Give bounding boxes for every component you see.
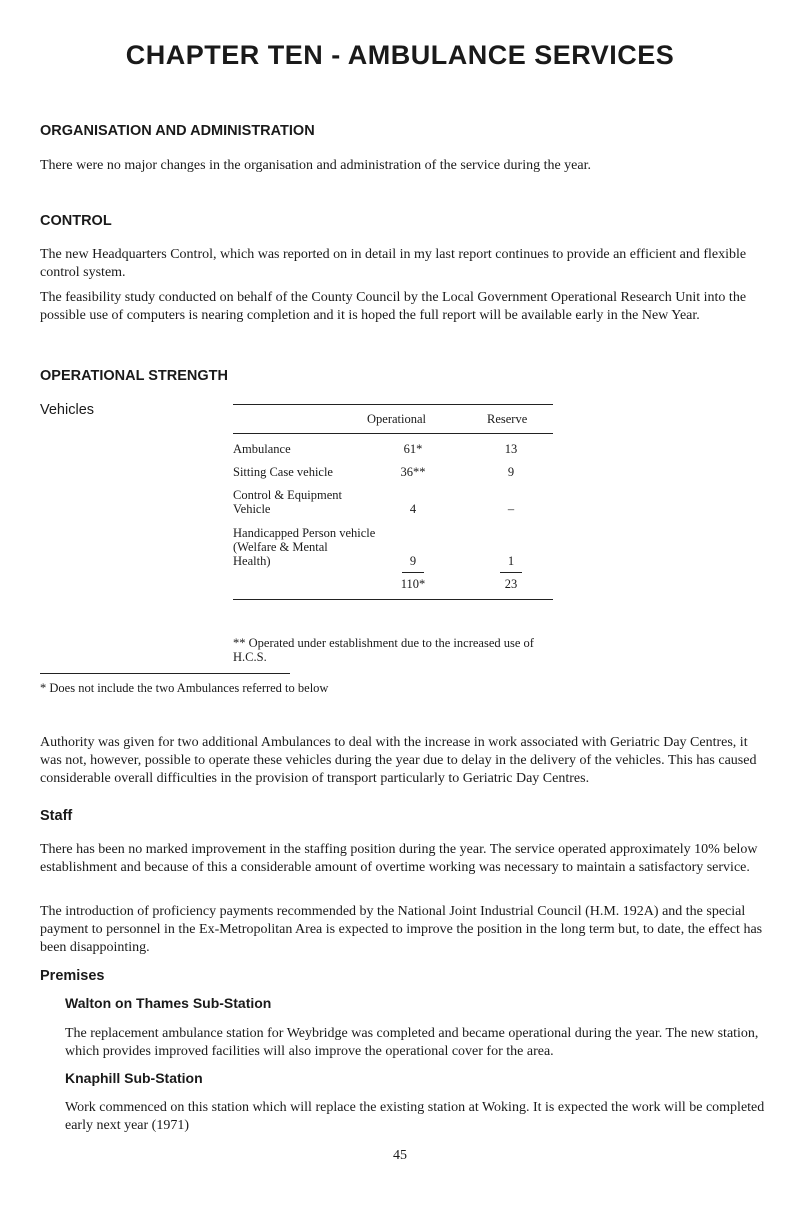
table-top-rule [233,404,553,405]
row-label-handicapped-2: (Welfare & Mental [233,540,328,554]
control-paragraph-1: The new Headquarters Control, which was reported on in detail in my last report continues to provide an efficient and flexible control system. [40,247,747,280]
row-label-handicapped-3: Health) [233,554,271,568]
table-note: ** Operated under establishment due to the increased use of H.C.S. [233,636,534,664]
cell-sitting-case-reserve: 9 [507,465,515,479]
row-label-control-equipment-2: Vehicle [233,502,271,516]
row-label-ambulance: Ambulance [233,442,291,456]
heading-premises: Premises [40,968,105,984]
staff-paragraph-2: The introduction of proficiency payments recommended by the National Joint Industrial Council (H.M. 192A) and the special payment to personnel in the Ex-Metropolitan Area is expected to improve the position in the long term but, to date, the effect has been disappointing. [40,904,763,955]
cell-ambulance-reserve: 13 [504,442,518,456]
cell-total-operational: 110* [400,577,426,591]
heading-walton-sub-station: Walton on Thames Sub-Station [65,995,272,1011]
subtotal-rule-operational [402,572,424,573]
cell-sitting-case-operational: 36** [400,465,426,479]
staff-paragraph-1: There has been no marked improvement in the staffing position during the year. The service operated approximately 10% below establishment and because of this a considerable amount of overtime working was necessary to maintain a satisfactory service. [40,842,758,875]
cell-ambulance-operational: 61* [403,442,423,456]
cell-handicapped-operational: 9 [409,554,417,568]
cell-handicapped-reserve: 1 [507,554,515,568]
knaphill-paragraph: Work commenced on this station which will replace the existing station at Woking. It is expected the work will be completed early next year (1971) [65,1100,765,1133]
col-header-operational: Operational [367,412,427,426]
cell-total-reserve: 23 [504,577,518,591]
heading-operational-strength: OPERATIONAL STRENGTH [40,368,228,384]
heading-control: CONTROL [40,213,112,229]
page-number: 45 [393,1148,407,1163]
authority-paragraph: Authority was given for two additional Ambulances to deal with the increase in work associated with Geriatric Day Centres, it was not, however, possible to operate these vehicles during the year due to delay in the delivery of the vehicles. This has caused considerable overall difficulties in the provision of transport particularly to Geriatric Day Centres. [40,735,757,786]
footnote: * Does not include the two Ambulances referred to below [40,681,329,695]
col-header-reserve: Reserve [487,412,528,426]
footnote-rule [40,673,290,674]
row-label-sitting-case: Sitting Case vehicle [233,465,333,479]
row-label-control-equipment-1: Control & Equipment [233,488,343,502]
cell-control-equipment-operational: 4 [409,502,417,516]
heading-staff: Staff [40,808,73,824]
control-paragraph-2: The feasibility study conducted on behalf of the County Council by the Local Government Operational Research Unit into the possible use of computers is nearing completion and it is hoped the full report will be available early in the New Year. [40,290,747,323]
cell-control-equipment-reserve: – [507,502,515,516]
table-header-rule [233,433,553,434]
heading-organisation: ORGANISATION AND ADMINISTRATION [40,123,315,139]
heading-knaphill-sub-station: Knaphill Sub-Station [65,1070,203,1086]
subtotal-rule-reserve [500,572,522,573]
row-label-handicapped-1: Handicapped Person vehicle [233,526,376,540]
chapter-title: CHAPTER TEN - AMBULANCE SERVICES [125,40,675,70]
walton-paragraph: The replacement ambulance station for Weybridge was completed and became operational during the year. The new station, which provides improved facilities will also improve the operational cover for the area. [65,1026,759,1059]
table-bottom-rule [233,599,553,600]
organisation-paragraph: There were no major changes in the organisation and administration of the service during the year. [40,158,592,173]
heading-vehicles: Vehicles [40,402,95,418]
